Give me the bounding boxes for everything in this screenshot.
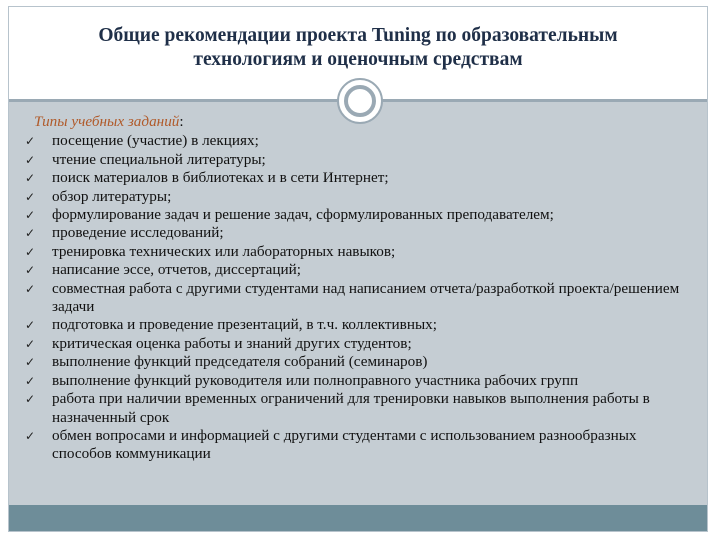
list-item <box>22 261 692 279</box>
list-item-text: проведение исследований; <box>52 224 224 242</box>
slide-title-line-2: технологиям и оценочным средствам <box>193 49 523 70</box>
checkmark-icon: ✓ <box>24 171 36 186</box>
footer-bar <box>9 505 707 531</box>
list-item-text: подготовка и проведение презентаций, в т.ч. коллективных; <box>52 316 437 334</box>
list-item <box>22 390 692 427</box>
list-item-text: тренировка технических или лабораторных навыков; <box>52 242 396 260</box>
list-item-text: посещение (участие) в лекциях; <box>52 132 259 150</box>
section-heading-colon: : <box>179 113 184 130</box>
list-item <box>22 243 692 261</box>
checkmark-icon: ✓ <box>24 281 36 296</box>
list-item-text: формулирование задач и решение задач, сформулированных преподавателем; <box>52 206 554 224</box>
list-item <box>22 206 692 224</box>
list-item <box>22 169 692 187</box>
section-heading-text: Типы учебных заданий <box>34 113 180 130</box>
list-item <box>22 427 692 464</box>
slide-title-line-1: Общие рекомендации проекта Tuning по образовательным <box>98 25 618 46</box>
list-item-text: выполнение функций председателя собраний (семинаров) <box>52 353 428 371</box>
list-item-text: работа при наличии временных ограничений для тренировки навыков выполнения работы в назначенный срок <box>52 390 650 426</box>
checkmark-icon: ✓ <box>24 355 36 370</box>
checkmark-icon: ✓ <box>24 244 36 259</box>
checkmark-icon: ✓ <box>24 263 36 278</box>
list-item-text: обмен вопросами и информацией с другими студентами с использованием разнообразных способов коммуникации <box>52 426 637 463</box>
list-item <box>22 151 692 169</box>
checkmark-icon: ✓ <box>24 152 36 167</box>
checkmark-icon: ✓ <box>24 428 36 443</box>
checklist <box>22 132 692 463</box>
list-item-text: совместная работа с другими студентами над написанием отчета/разработкой проекта/решением задачи <box>52 279 680 316</box>
list-item <box>22 224 692 242</box>
content-body <box>22 113 692 464</box>
checkmark-icon: ✓ <box>24 373 36 388</box>
checkmark-icon: ✓ <box>24 392 36 407</box>
checkmark-icon: ✓ <box>24 134 36 149</box>
checkmark-icon: ✓ <box>24 189 36 204</box>
list-item <box>22 335 692 353</box>
list-item-text: критическая оценка работы и знаний других студентов; <box>52 334 412 352</box>
checkmark-icon: ✓ <box>24 336 36 351</box>
list-item <box>22 316 692 334</box>
checkmark-icon: ✓ <box>24 226 36 241</box>
list-item <box>22 372 692 390</box>
slide-title <box>9 24 707 72</box>
checkmark-icon: ✓ <box>24 208 36 223</box>
list-item-text: чтение специальной литературы; <box>52 150 266 168</box>
list-item <box>22 280 692 317</box>
checkmark-icon: ✓ <box>24 318 36 333</box>
list-item <box>22 353 692 371</box>
list-item-text: написание эссе, отчетов, диссертаций; <box>52 261 301 279</box>
section-heading <box>34 113 692 131</box>
list-item <box>22 132 692 150</box>
list-item-text: выполнение функций руководителя или полноправного участника рабочих групп <box>52 371 579 389</box>
list-item <box>22 188 692 206</box>
list-item-text: поиск материалов в библиотеках и в сети Интернет; <box>52 169 389 187</box>
list-item-text: обзор литературы; <box>52 187 172 205</box>
